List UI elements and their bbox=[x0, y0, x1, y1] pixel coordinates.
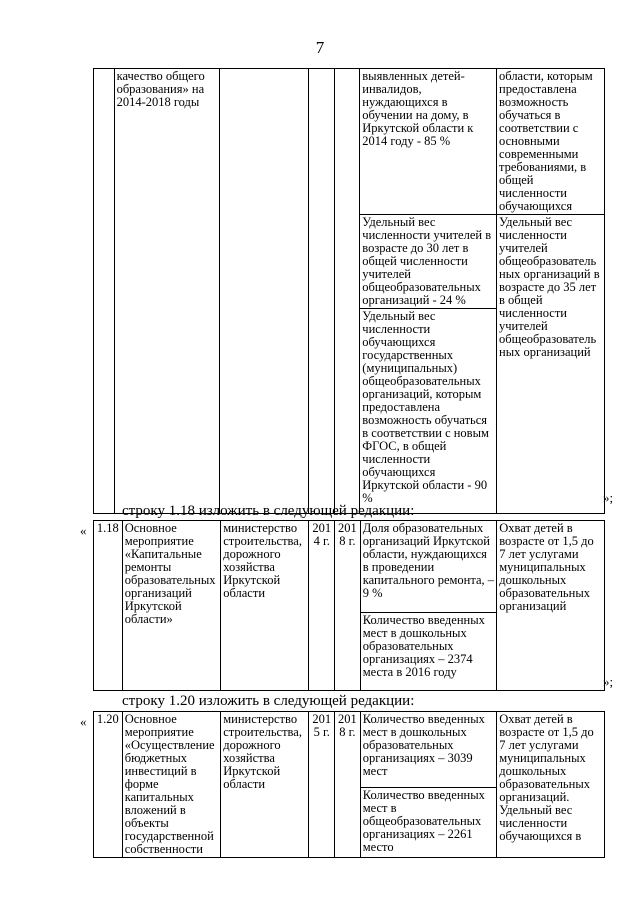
open-quote-mark: « bbox=[80, 523, 87, 538]
end-year: 2018 г. bbox=[335, 521, 361, 691]
result-cell: области, которым предоставлена возможность обучаться в соответствии с основными современными требованиями, в общей численности обучающихся bbox=[497, 69, 605, 215]
indicator-cell: Доля образовательных организаций Иркутской области, нуждающихся в проведении капитального ремонта, – 9 % bbox=[360, 521, 496, 613]
indicator-cell: Количество введенных мест в дошкольных образовательных организациях – 3039 мест bbox=[360, 712, 496, 788]
continuation-table bbox=[93, 68, 605, 514]
result-cell: Удельный вес численности учителей общеобразовательных организаций в возрасте до 35 лет в общей численности учителей общеобразовательных организаций bbox=[497, 215, 605, 514]
instruction-120: строку 1.20 изложить в следующей редакции: bbox=[122, 693, 415, 709]
close-quote-mark: »; bbox=[603, 674, 614, 689]
result-cell: Охват детей в возрасте от 1,5 до 7 лет услугами муниципальных дошкольных образовательных организаций. Удельный вес численности обучающихся в bbox=[497, 712, 605, 858]
start-year: 2015 г. bbox=[309, 712, 335, 858]
indicator-cell: Количество введенных мест в дошкольных образовательных организациях – 2374 места в 2016 году bbox=[360, 613, 496, 691]
row-number: 1.18 bbox=[94, 521, 123, 691]
instruction-118: строку 1.18 изложить в следующей редакции: bbox=[122, 503, 415, 519]
event-name: Основное мероприятие «Капитальные ремонты образовательных организаций Иркутской области» bbox=[122, 521, 221, 691]
executor: министерство строительства, дорожного хозяйства Иркутской области bbox=[221, 712, 309, 858]
close-quote-mark: »; bbox=[603, 490, 614, 505]
indicator-cell: выявленных детей-инвалидов, нуждающихся в обучении на дому, в Иркутской области к 2014 году - 85 % bbox=[360, 69, 497, 215]
indicator-cell: Удельный вес численности обучающихся государственных (муниципальных) общеобразовательных организаций, которым предоставлена возможность обучаться в соответствии с новым ФГОС, в общей численности обучающихся Иркутской области - 90 % bbox=[360, 309, 497, 514]
event-name: Основное мероприятие «Осуществление бюджетных инвестиций в форме капитальных вложений в объекты государственной собственности bbox=[122, 712, 221, 858]
row-120-table bbox=[93, 711, 605, 858]
result-cell: Охват детей в возрасте от 1,5 до 7 лет услугами муниципальных дошкольных образовательных организаций bbox=[497, 521, 605, 691]
task-cell: качество общего образования» на 2014-2018 годы bbox=[114, 69, 220, 514]
executor: министерство строительства, дорожного хозяйства Иркутской области bbox=[221, 521, 309, 691]
open-quote-mark: « bbox=[80, 714, 87, 729]
indicator-cell: Удельный вес численности учителей в возрасте до 30 лет в общей численности учителей общеобразовательных организаций - 24 % bbox=[360, 215, 497, 309]
indicator-cell: Количество введенных мест в общеобразовательных организациях – 2261 место bbox=[360, 788, 496, 858]
row-number: 1.20 bbox=[94, 712, 123, 858]
row-118-table bbox=[93, 520, 605, 691]
end-year: 2018 г. bbox=[335, 712, 361, 858]
page-number: 7 bbox=[315, 38, 325, 57]
start-year: 2014 г. bbox=[309, 521, 335, 691]
